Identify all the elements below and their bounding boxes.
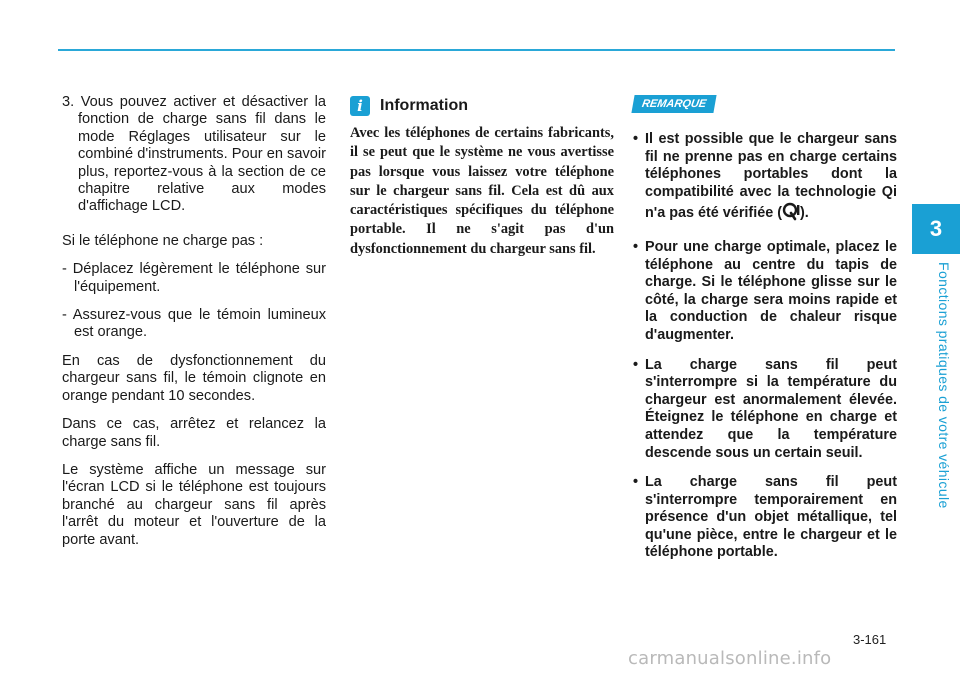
information-box: [350, 94, 614, 259]
remarque-box: [633, 94, 897, 574]
list-item: • Il est possible que le chargeur sans fil ne prenne pas en charge certains téléphones portables dont la compatibilité avec la technologie Qi n'a pas été vérifiée ( ).: [633, 131, 897, 227]
remarque-text-4: La charge sans fil peut s'interrompre temporairement en présence d'un objet métallique, tel qu'une pièce, entre le chargeur et le téléphone portable.: [645, 474, 897, 561]
remarque-list: [633, 131, 897, 562]
lcd-message-paragraph: Le système affiche un message sur l'écran LCD si le téléphone est toujours branché au chargeur sans fil après l'arrêt du moteur et l'ouverture de la porte avant.: [62, 461, 326, 548]
restart-paragraph: Dans ce cas, arrêtez et relancez la charge sans fil.: [62, 416, 326, 450]
tip-check-indicator: - Assurez-vous que le témoin lumineux est orange.: [62, 307, 326, 341]
list-item: • Pour une charge optimale, placez le téléphone au centre du tapis de charge. Si le téléphone glisse sur le côté, la charge sera moins rapide et la conduction de chaleur risque d'augmenter.: [633, 238, 897, 343]
main-column: [62, 94, 326, 560]
not-charging-heading: Si le téléphone ne charge pas :: [62, 232, 264, 249]
step-3: 3. Vous pouvez activer et désactiver la fonction de charge sans fil dans le mode Réglages utilisateur sur le combiné d'instruments. Pour en savoir plus, reportez-vous à la section de ce chapitre relative aux modes d'affichage LCD.: [62, 94, 326, 215]
watermark: carmanualsonline.info: [628, 648, 832, 669]
remarque-badge: REMARQUE: [631, 95, 716, 113]
malfunction-paragraph: En cas de dysfonctionnement du chargeur sans fil, le témoin clignote en orange pendant 10 secondes.: [62, 352, 326, 404]
info-icon: i: [350, 96, 370, 116]
qi-logo-icon: [782, 201, 800, 227]
header-rule: [58, 49, 895, 51]
remarque-text-2: Pour une charge optimale, placez le téléphone au centre du tapis de charge. Si le téléphone glisse sur le côté, la charge sera moins rapide et la conduction de chaleur risque d'augmenter.: [645, 238, 897, 343]
chapter-title: Fonctions pratiques de votre véhicule: [936, 262, 952, 509]
page-number: 3-161: [853, 632, 887, 647]
remarque-text-3: La charge sans fil peut s'interrompre si la température du chargeur est anormalement élevée. Éteignez le téléphone en charge et attendez que la température descende sous un certain seuil.: [645, 356, 897, 461]
tip-move-phone: - Déplacez légèrement le téléphone sur l'équipement.: [62, 261, 326, 295]
list-item: • La charge sans fil peut s'interrompre si la température du chargeur est anormalement élevée. Éteignez le téléphone en charge et attendez que la température descende sous un certain seuil.: [633, 356, 897, 461]
remarque-text-1: Il est possible que le chargeur sans fil ne prenne pas en charge certains téléphones portables dont la compatibilité avec la technologie Qi n'a pas été vérifiée (: [645, 131, 897, 222]
information-header: [350, 94, 614, 118]
chapter-number: 3: [929, 216, 943, 241]
remarque-text-1-end: ).: [800, 205, 809, 222]
chapter-tab: [912, 204, 960, 254]
list-item: • La charge sans fil peut s'interrompre temporairement en présence d'un objet métallique, tel qu'une pièce, entre le chargeur et le téléphone portable.: [633, 474, 897, 561]
information-title: Information: [380, 97, 468, 114]
information-body: Avec les téléphones de certains fabricants, il se peut que le système ne vous avertisse pas lorsque vous laissez votre téléphone sur le chargeur sans fil. Cela est dû aux caractéristiques spécifiques du téléphone portable. Il ne s'agit pas d'un dysfonctionnement du chargeur sans fil.: [350, 125, 614, 257]
